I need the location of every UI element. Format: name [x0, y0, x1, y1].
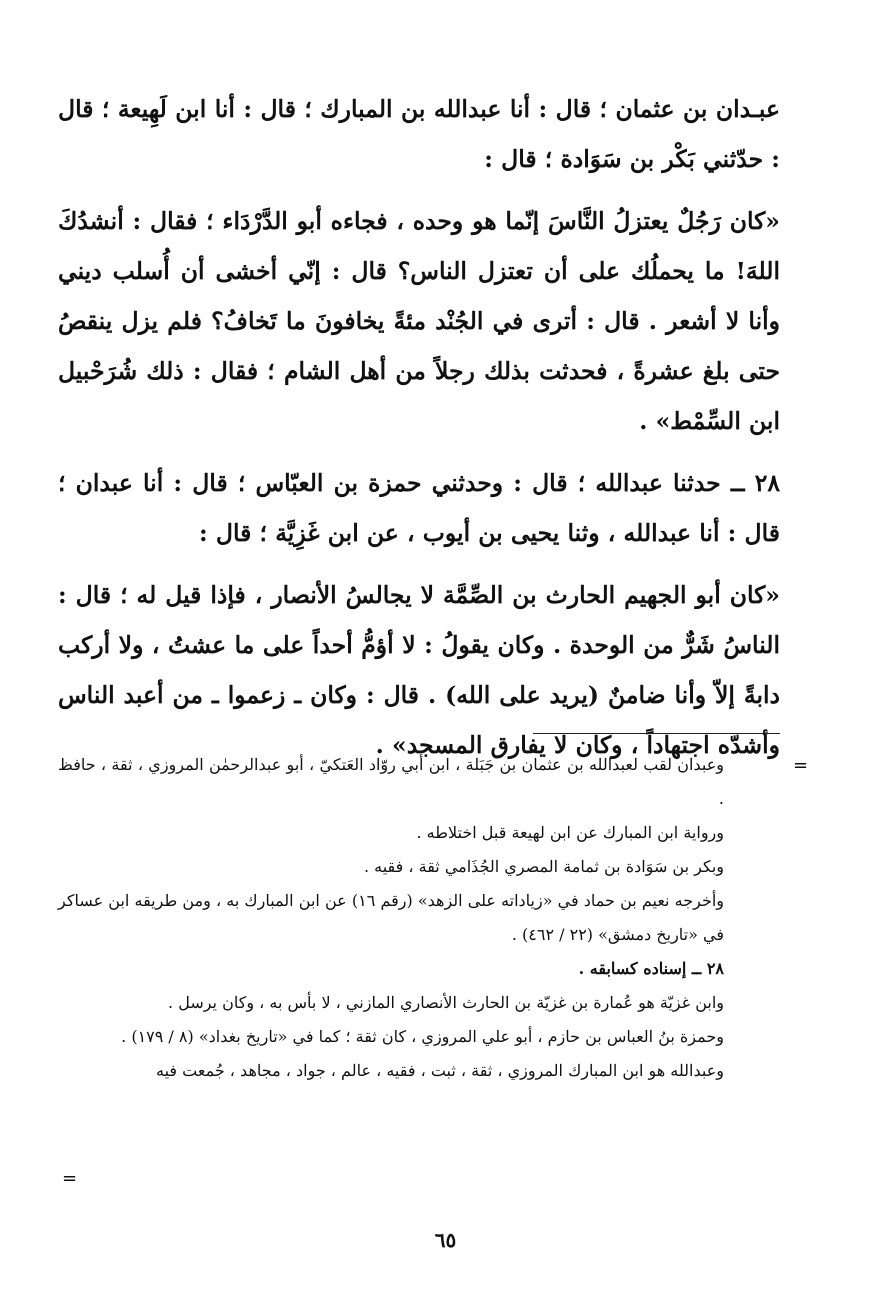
footnote-line: وابن غزيّة هو عُمارة بن غزيّة بن الحارث الأنصاري المازني ، لا بأس به ، وكان يرسل .	[168, 993, 724, 1012]
footnote-line: وعبدالله هو ابن المبارك المروزي ، ثقة ، ثبت ، فقيه ، عالم ، جواد ، مجاهد ، جُمعت فيه	[156, 1061, 724, 1080]
footnote-line: وبكر بن سَوَادة بن ثمامة المصري الجُذَامي ثقة ، فقيه .	[363, 857, 724, 876]
hadith-number: ٢٨	[754, 469, 780, 497]
footnote-line: وعبدان لقب لعبدالله بن عثمان بن جَبَلة ، ابن أبي روّاد العَتكيّ ، أبو عبدالرحمٰن المروزي ، ثقة ، حافظ .	[58, 755, 724, 808]
footnote-line: وحمزة بنُ العباس بن حازم ، أبو علي المروزي ، كان ثقة ؛ كما في «تاريخ بغداد» (٨ / ١٧٩) .	[121, 1027, 724, 1046]
footnote-line: ورواية ابن المبارك عن ابن لهيعة قبل اختلاطه .	[416, 823, 724, 842]
footnote-line: وأخرجه نعيم بن حماد في «زياداته على الزهد» (رقم ١٦) عن ابن المبارك به ، ومن طريقه ابن عساكر في «تاريخ دمشق» (٢٢ / ٤٦٢) .	[58, 891, 725, 944]
footnotes	[58, 748, 780, 1088]
footnote-divider	[533, 733, 780, 734]
paragraph-isnad-28	[58, 458, 780, 558]
main-text	[58, 84, 780, 770]
hadith-intro: ــ حدثنا عبدالله ؛ قال : وحدثني حمزة بن العبّاس ؛ قال : أنا عبدان ؛ قال : أنا عبدالله ، وثنا يحيى بن أيوب ، عن ابن غَزِيَّة ؛ قال :	[58, 469, 780, 547]
paragraph-hadith-28: «كان أبو الجهيم الحارث بن الصِّمَّة لا يجالسُ الأنصار ، فإذا قيل له ؛ قال : الناسُ شَرٌّ من الوحدة . وكان يقولُ : لا أؤمُّ أحداً على ما عشتُ ، ولا أركب دابةً إلاّ وأنا ضامنٌ (يريد على الله) . قال : وكان ـ زعموا ـ من أعبد الناس وأشدّه اجتهاداً ، وكان لا يفارق المسجد» .	[58, 581, 780, 759]
paragraph-hadith-27: «كان رَجُلٌ يعتزلُ النَّاسَ إنّما هو وحده ، فجاءه أبو الدَّرْدَاء ؛ فقال : أنشدُكَ اللهَ! ما يحملُك على أن تعتزل الناس؟ قال : إنّي أخشى أن أُسلب ديني وأنا لا أشعر . قال : أترى في الجُنْد مئةً يخافونَ ما تَخافُ؟ فلم يزل ينقصُ حتى بلغ عشرةً ، فحدثت بذلك رجلاً من أهل الشام ؛ فقال : ذلك شُرَحْبيل ابن السِّمْط» .	[58, 207, 780, 435]
footnote-continuation-mark: =	[793, 755, 809, 776]
footnote-end-mark: =	[62, 1168, 78, 1189]
paragraph-isnad-27: عبـدان بن عثمان ؛ قال : أنا عبدالله بن المبارك ؛ قال : أنا ابن لَهِيعة ؛ قال : حدّثني بَكْر بن سَوَادة ؛ قال :	[58, 95, 780, 173]
footnote-subhead: ٢٨ ــ إسناده كسابقه .	[578, 959, 724, 978]
page-number: ٦٥	[434, 1228, 457, 1252]
